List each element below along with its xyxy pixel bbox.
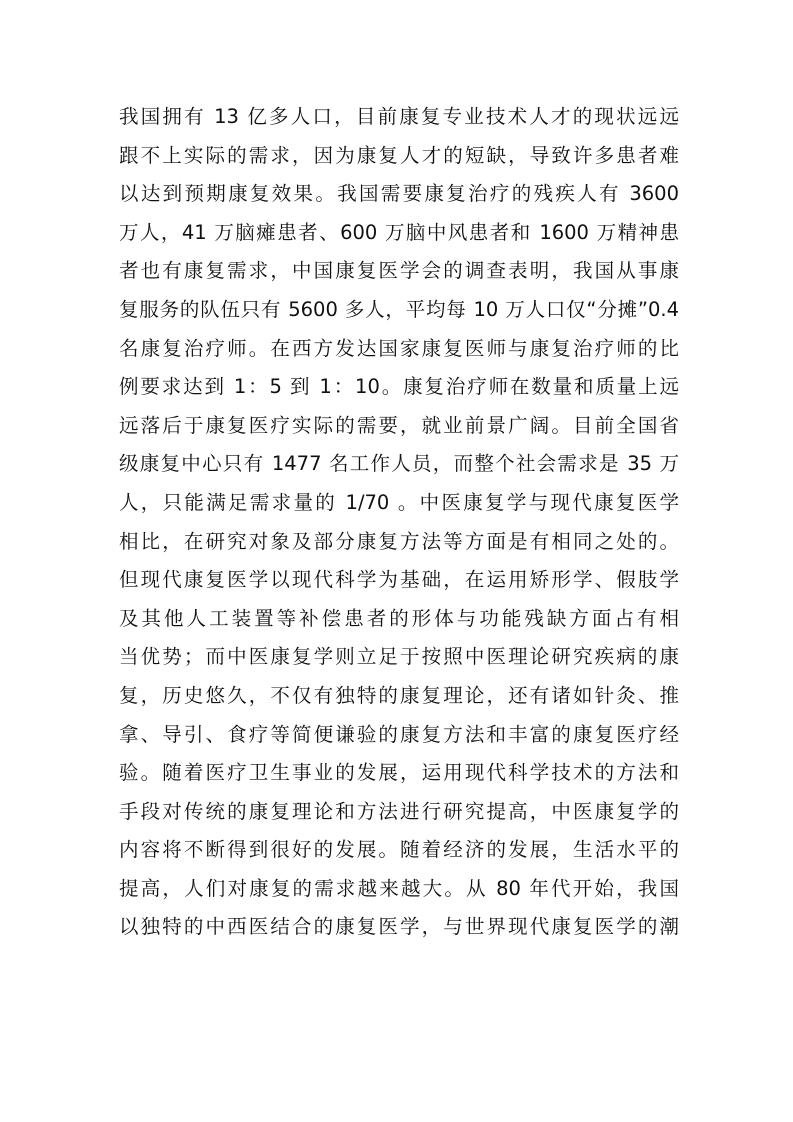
text-line: 者也有康复需求，中国康复医学会的调查表明，我国从事康 (119, 259, 679, 283)
text-line: 级康复中心只有 1477 名工作人员，而整个社会需求是 35 万 (119, 452, 679, 476)
text-line: 但现代康复医学以现代科学为基础，在运用矫形学、假肢学 (119, 568, 679, 592)
body-paragraph (119, 98, 679, 947)
text-line: 内容将不断得到很好的发展。随着经济的发展，生活水平的 (119, 838, 679, 862)
text-line: 例要求达到 1：5 到 1：10。康复治疗师在数量和质量上远 (119, 375, 679, 399)
text-line: 跟不上实际的需求，因为康复人才的短缺，导致许多患者难 (119, 143, 679, 167)
text-line: 复服务的队伍只有 5600 多人，平均每 10 万人口仅“分摊”0.4 (119, 297, 679, 321)
text-line: 名康复治疗师。在西方发达国家康复医师与康复治疗师的比 (119, 336, 679, 360)
text-line: 当优势；而中医康复学则立足于按照中医理论研究疾病的康 (119, 645, 679, 669)
text-line: 以独特的中西医结合的康复医学，与世界现代康复医学的潮 (119, 915, 679, 939)
text-line: 我国拥有 13 亿多人口，目前康复专业技术人才的现状远远 (119, 105, 679, 128)
text-line: 验。随着医疗卫生事业的发展，运用现代科学技术的方法和 (119, 761, 679, 785)
text-line: 万人，41 万脑瘫患者、600 万脑中风患者和 1600 万精神患 (119, 220, 679, 244)
text-line: 人，只能满足需求量的 1/70 。中医康复学与现代康复医学 (119, 490, 679, 514)
text-line: 相比，在研究对象及部分康复方法等方面是有相同之处的。 (119, 529, 679, 553)
text-line: 提高，人们对康复的需求越来越大。从 80 年代开始，我国 (119, 876, 679, 900)
text-line: 远落后于康复医疗实际的需要，就业前景广阔。目前全国省 (119, 413, 679, 437)
text-line: 手段对传统的康复理论和方法进行研究提高，中医康复学的 (119, 799, 679, 823)
text-line: 复，历史悠久，不仅有独特的康复理论，还有诸如针灸、推 (119, 683, 679, 707)
text-line: 拿、导引、食疗等简便谦验的康复方法和丰富的康复医疗经 (119, 722, 679, 746)
text-line: 以达到预期康复效果。我国需要康复治疗的残疾人有 3600 (119, 182, 679, 206)
text-line: 及其他人工装置等补偿患者的形体与功能残缺方面占有相 (119, 606, 679, 630)
